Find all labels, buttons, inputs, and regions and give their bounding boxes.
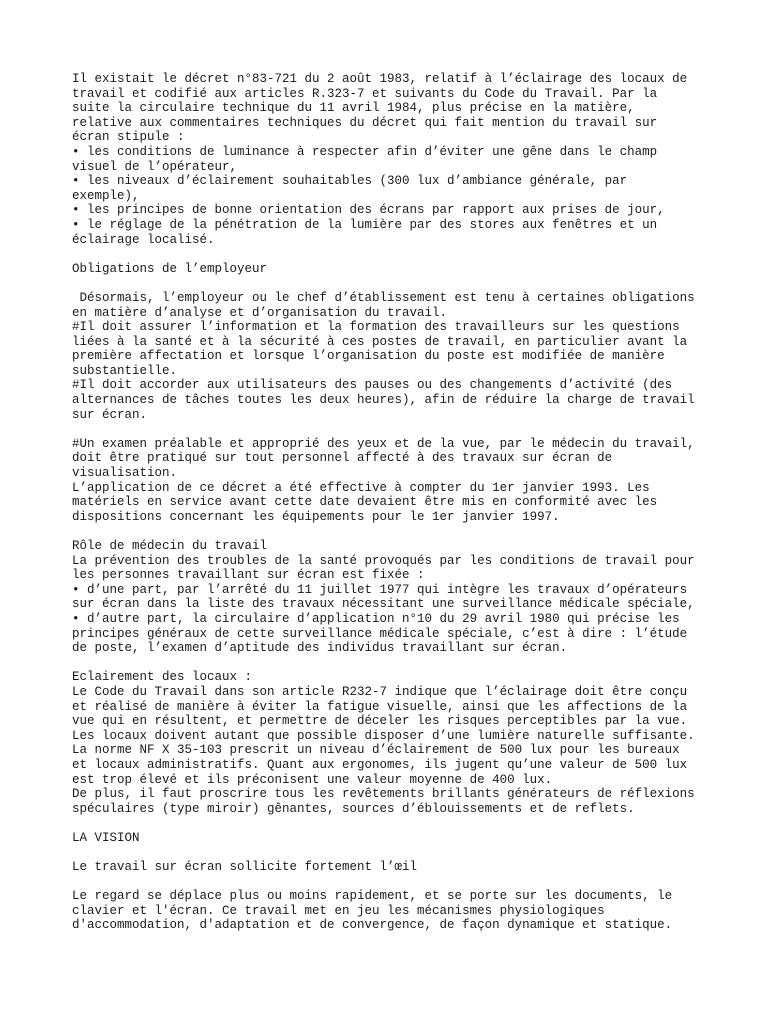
- paragraph-examen: [72, 437, 712, 525]
- paragraph-eclairement: [72, 670, 712, 816]
- section-heading-obligations: [72, 262, 712, 277]
- text-line: Les locaux doivent autant que possible disposer d’une lumière naturelle suffisante.: [72, 728, 695, 743]
- paragraph-gap: [72, 524, 712, 539]
- text-line: et locaux administratifs. Quant aux ergonomes, ils jugent qu’une valeur de 500 lux: [72, 757, 688, 772]
- subheading-travail-ecran: [72, 860, 712, 875]
- heading-line: LA VISION: [72, 830, 140, 845]
- paragraph-obligations: [72, 291, 712, 422]
- bullet-item: • d’une part, par l’arrêté du 11 juillet 1977 qui intègre les travaux d’opérateurs: [72, 582, 688, 597]
- text-line: liées à la santé et à la sécurité à ces postes de travail, en particulier avant la: [72, 334, 688, 349]
- text-line: vue qui en résultent, et permettre de déceler les risques perceptibles par la vue.: [72, 714, 688, 729]
- paragraph-regard: [72, 889, 712, 933]
- bullet-item: • les niveaux d’éclairement souhaitables (300 lux d’ambiance générale, par: [72, 174, 628, 189]
- text-line: visualisation.: [72, 466, 178, 481]
- text-line: d'accommodation, d'adaptation et de convergence, de façon dynamique et statique.: [72, 918, 673, 933]
- document-page: [72, 72, 712, 933]
- text-line: #Il doit assurer l’information et la formation des travailleurs sur les questions: [72, 320, 680, 335]
- text-line: les personnes travaillant sur écran est fixée :: [72, 568, 425, 583]
- text-line: Le Code du Travail dans son article R232-7 indique que l’éclairage doit être conçu: [72, 684, 688, 699]
- paragraph-gap: [72, 875, 712, 890]
- paragraph-gap: [72, 276, 712, 291]
- paragraph-gap: [72, 247, 712, 262]
- heading-line: Rôle de médecin du travail: [72, 539, 268, 553]
- text-line: visuel de l’opérateur,: [72, 159, 238, 174]
- text-line: substantielle.: [72, 363, 178, 378]
- text-line: et réalisé de manière à éviter la fatigue visuelle, ainsi que les affections de la: [72, 699, 688, 714]
- bullet-item: • les conditions de luminance à respecter afin d’éviter une gêne dans le champ: [72, 144, 658, 159]
- text-line: La norme NF X 35-103 prescrit un niveau d’éclairement de 500 lux pour les bureaux: [72, 743, 680, 758]
- text-line: La prévention des troubles de la santé provoqués par les conditions de travail pour: [72, 553, 695, 568]
- section-heading-vision: [72, 831, 712, 846]
- text-line: principes généraux de cette surveillance médicale spéciale, c’est à dire : l’étude: [72, 626, 688, 641]
- text-line: dispositions concernant les équipements pour le 1er janvier 1997.: [72, 509, 560, 524]
- heading-line: Le travail sur écran sollicite fortement l’œil: [72, 860, 418, 875]
- text-line: alternances de tâches toutes les deux heures), afin de réduire la charge de travail: [72, 393, 695, 408]
- text-line: suite la circulaire technique du 11 avril 1984, plus précise en la matière,: [72, 101, 635, 116]
- text-line: doit être pratiqué sur tout personnel affecté à des travaux sur écran de: [72, 451, 613, 466]
- text-line: de poste, l’examen d’aptitude des individus travaillant sur écran.: [72, 641, 568, 656]
- text-line: #Un examen préalable et approprié des yeux et de la vue, par le médecin du travail,: [72, 436, 695, 451]
- text-line: travail et codifié aux articles R.323-7 et suivants du Code du Travail. Par la: [72, 86, 658, 101]
- text-line: L’application de ce décret a été effective à compter du 1er janvier 1993. Les: [72, 480, 650, 495]
- text-line: Désormais, l’employeur ou le chef d’établissement est tenu à certaines obligations: [72, 290, 695, 305]
- paragraph-gap: [72, 816, 712, 831]
- text-line: Le regard se déplace plus ou moins rapidement, et se porte sur les documents, le: [72, 889, 673, 904]
- paragraph-gap: [72, 656, 712, 671]
- bullet-item: • les principes de bonne orientation des écrans par rapport aux prises de jour,: [72, 203, 665, 218]
- text-line: écran stipule :: [72, 130, 185, 145]
- text-line: exemple),: [72, 188, 140, 203]
- text-line: Il existait le décret n°83-721 du 2 août 1983, relatif à l’éclairage des locaux de: [72, 72, 688, 86]
- text-line: relative aux commentaires techniques du décret qui fait mention du travail sur: [72, 115, 658, 130]
- text-line: sur écran dans la liste des travaux nécessitant une surveillance médicale spéciale,: [72, 597, 695, 612]
- text-line: est trop élevé et ils préconisent une valeur moyenne de 400 lux.: [72, 772, 553, 787]
- text-line: De plus, il faut proscrire tous les revêtements brillants générateurs de réflexions: [72, 787, 695, 802]
- heading-line: Obligations de l’employeur: [72, 261, 268, 276]
- text-line: spéculaires (type miroir) gênantes, sources d’éblouissements et de reflets.: [72, 801, 635, 816]
- paragraph-gap: [72, 845, 712, 860]
- text-line: en matière d’analyse et d’organisation du travail.: [72, 305, 448, 320]
- text-line: sur écran.: [72, 407, 148, 422]
- text-line: clavier et l'écran. Ce travail met en jeu les mécanismes physiologiques: [72, 903, 605, 918]
- bullet-item: • d’autre part, la circulaire d’application n°10 du 29 avril 1980 qui précise les: [72, 611, 680, 626]
- text-line: première affectation et lorsque l’organisation du poste est modifiée de manière: [72, 349, 665, 364]
- paragraph-gap: [72, 422, 712, 437]
- paragraph-decret-eclairage: [72, 72, 712, 247]
- text-line: #Il doit accorder aux utilisateurs des pauses ou des changements d’activité (des: [72, 378, 673, 393]
- heading-line: Eclairement des locaux :: [72, 670, 253, 685]
- paragraph-role-medecin: [72, 539, 712, 656]
- text-line: éclairage localisé.: [72, 232, 215, 247]
- bullet-item: • le réglage de la pénétration de la lumière par des stores aux fenêtres et un: [72, 217, 658, 232]
- text-line: matériels en service avant cette date devaient être mis en conformité avec les: [72, 495, 658, 510]
